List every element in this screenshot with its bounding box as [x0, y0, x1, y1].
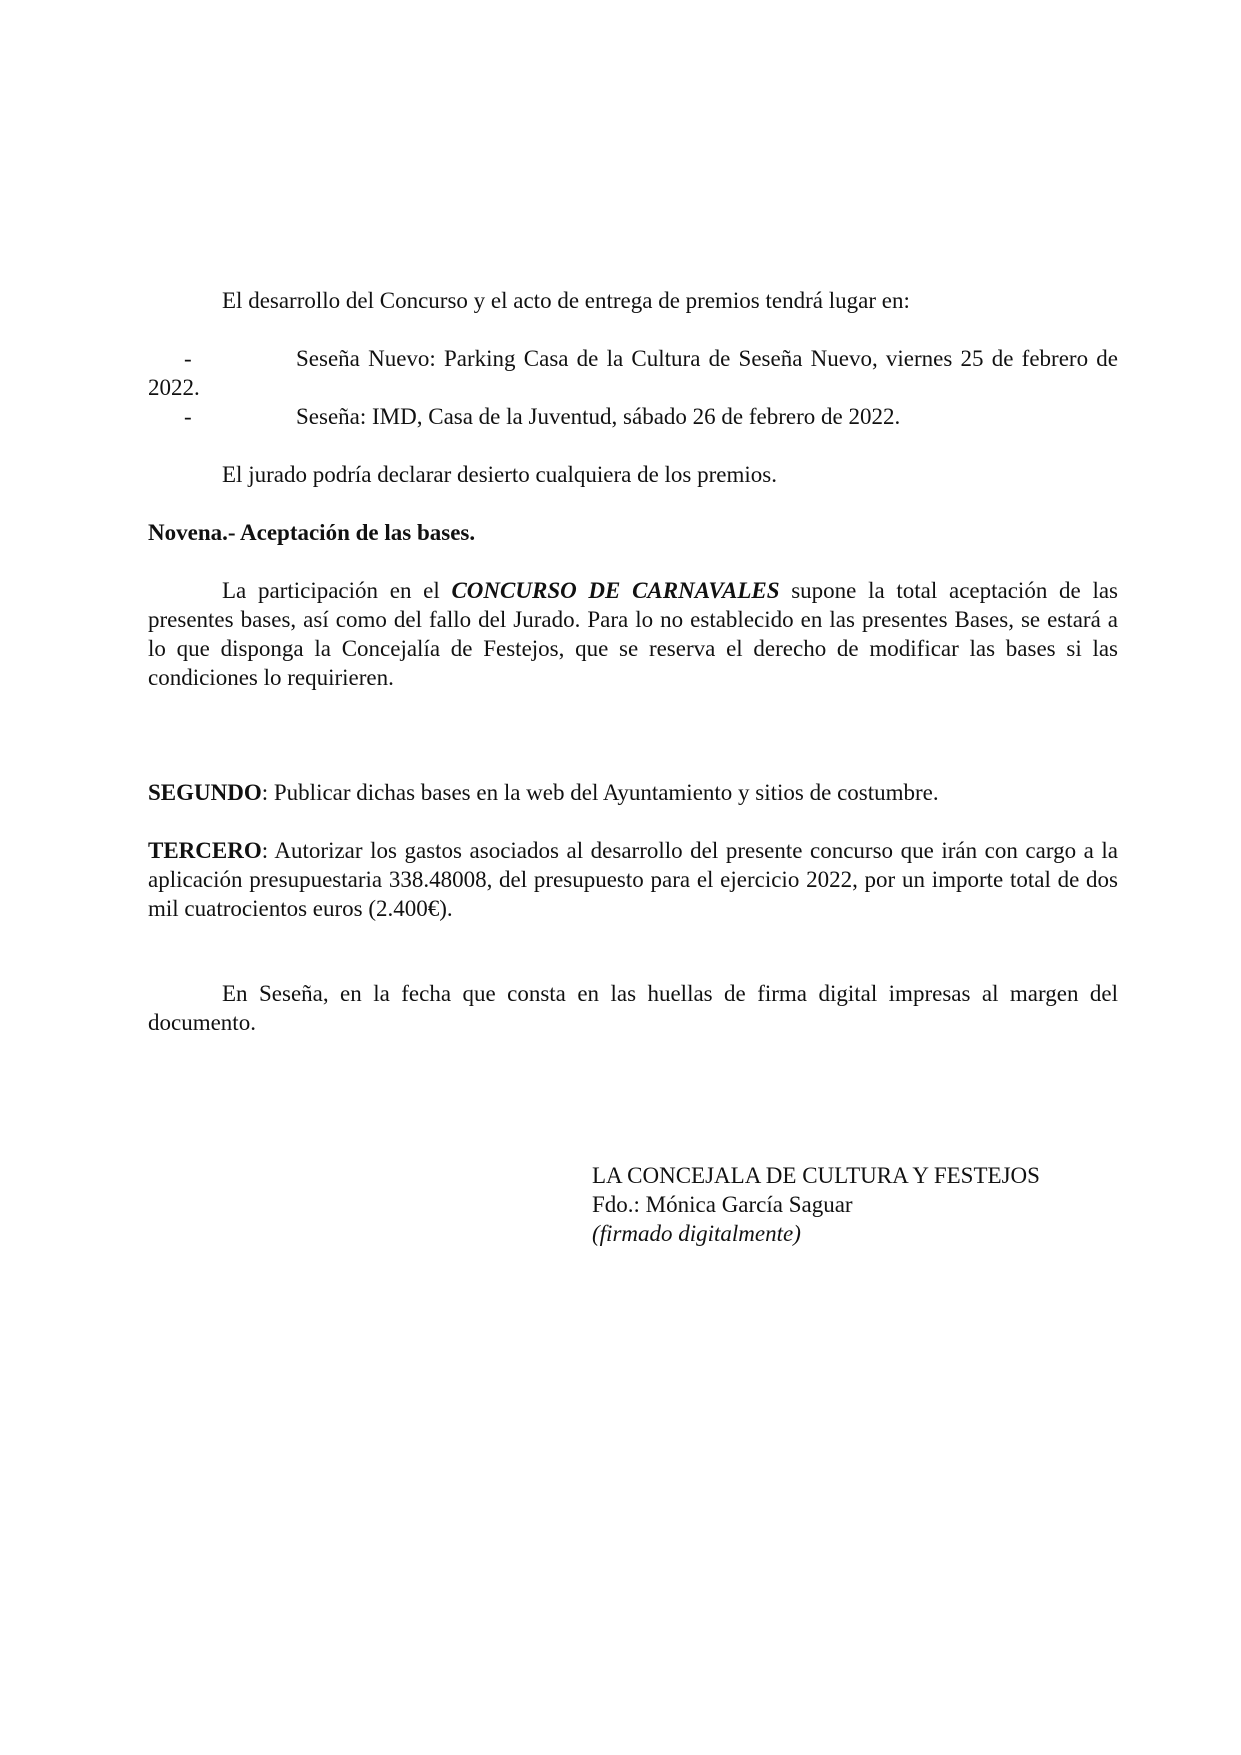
- signature-block: [592, 1161, 1152, 1248]
- segundo-paragraph: [148, 778, 1118, 807]
- list-item-text: Seseña: IMD, Casa de la Juventud, sábado 26 de febrero de 2022.: [296, 404, 901, 429]
- contest-name: CONCURSO DE CARNAVALES: [451, 578, 780, 603]
- segundo-label: SEGUNDO: [148, 780, 262, 805]
- document-body: [148, 286, 1118, 1037]
- list-bullet: -: [184, 404, 192, 429]
- signer-name: Fdo.: Mónica García Saguar: [592, 1192, 853, 1217]
- list-item-text: Seseña Nuevo: Parking Casa de la Cultura de Seseña Nuevo, viernes 25 de febrero de 2022.: [148, 346, 1118, 400]
- section-heading: Novena.- Aceptación de las bases.: [148, 520, 476, 545]
- intro-paragraph: El desarrollo del Concurso y el acto de entrega de premios tendrá lugar en:: [222, 288, 910, 313]
- venue-list: [148, 344, 1118, 431]
- tercero-label: TERCERO: [148, 838, 262, 863]
- segundo-text: : Publicar dichas bases en la web del Ayuntamiento y sitios de costumbre.: [261, 780, 939, 805]
- list-item: [148, 402, 1118, 431]
- list-bullet: -: [184, 346, 192, 371]
- acceptance-text-end: supone la total aceptación de las presentes bases, así como del fallo del Jurado. Para lo no establecido en las presentes Bases, se estará a lo que disponga la Concejalía de Festejos, que se reserva el derecho de modificar las bases si las condiciones lo requirieren.: [148, 578, 1118, 690]
- acceptance-paragraph: [148, 576, 1118, 692]
- closing-paragraph: En Seseña, en la fecha que consta en las huellas de firma digital impresas al margen del documento.: [148, 981, 1118, 1035]
- list-item: [148, 344, 1118, 402]
- signature-note: (firmado digitalmente): [592, 1221, 801, 1246]
- tercero-paragraph: [148, 836, 1118, 923]
- signer-title: LA CONCEJALA DE CULTURA Y FESTEJOS: [592, 1163, 1040, 1188]
- acceptance-text-start: La participación en el: [222, 578, 452, 603]
- jury-paragraph: El jurado podría declarar desierto cualquiera de los premios.: [222, 462, 777, 487]
- tercero-text: : Autorizar los gastos asociados al desarrollo del presente concurso que irán con cargo a la aplicación presupuestaria 338.48008, del presupuesto para el ejercicio 2022, por un importe total de dos mil cuatrocientos euros (2.400€).: [148, 838, 1118, 921]
